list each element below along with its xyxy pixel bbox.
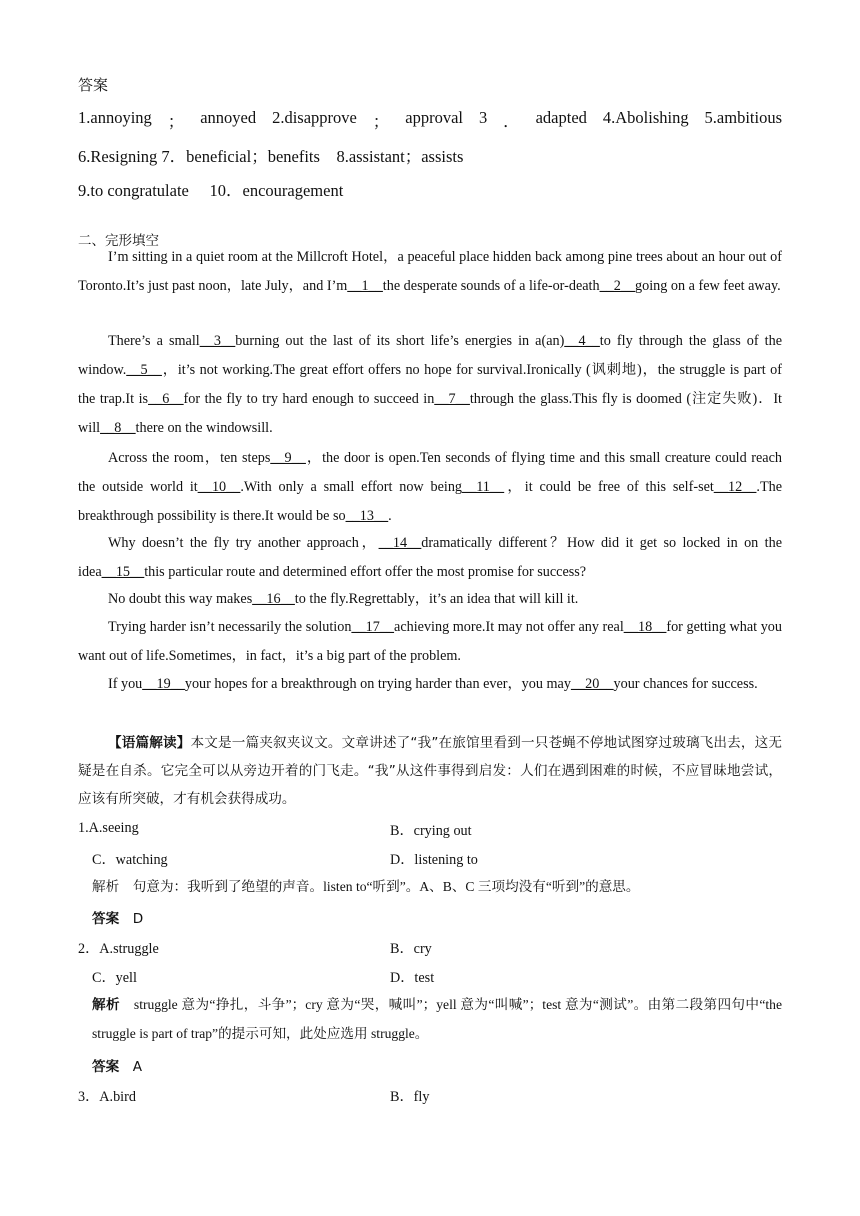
passage-text: through the glass.This fly is doomed (注定失败)．It will [78,391,782,436]
passage-analysis [78,729,782,813]
passage-paragraph-6 [78,613,782,671]
passage-paragraph-2 [78,327,782,443]
passage-text: No doubt this way makes [108,591,253,607]
blank-1: __1__ [347,278,383,294]
answer-item: 3 [478,108,488,127]
answers-line-3: 9.to congratulate 10．encouragement [78,181,344,200]
answers-line-2: 6.Resigning 7．beneficial；benefits 8.assistant；assists [78,147,464,166]
answer-item: ． [503,112,520,131]
passage-text: Why doesn’t the fly try another approach， [108,535,379,551]
passage-text: I’m sitting in a quiet room at the Millcroft Hotel，a peaceful place hidden back among pine trees about an hour out of Toronto.It’s just past noon，late July，and I’m [78,249,782,294]
q2-explanation-label: 解析 [92,997,120,1012]
q1-option-d: D．listening to [390,852,478,868]
blank-7: __7__ [434,391,470,407]
passage-text: for the fly to try hard enough to succeed in [183,391,435,407]
passage-text: ，it’s not working.The great effort offers no hope for survival.Ironically (讽刺地)，the struggle is part of the trap.It is [78,362,782,407]
blank-9: __9__ [270,450,306,466]
blank-12: __12__ [713,479,757,495]
blank-5: __5__ [126,362,162,378]
blank-15: __15__ [101,564,145,580]
q2-option-b: B．cry [390,941,432,957]
blank-13: __13__ [345,508,389,524]
blank-16: __16__ [252,591,295,607]
blank-19: __19__ [142,676,185,692]
blank-10: __10__ [197,479,241,495]
q3-option-b: B．fly [390,1089,430,1105]
q2-answer [92,1055,142,1075]
passage-paragraph-1 [78,243,782,301]
q1-explanation-text: 句意为：我听到了绝望的声音。listen to“听到”。A、B、C 三项均没有“听到”的意思。 [119,879,640,894]
q2-explanation-text: struggle 意为“挣扎，斗争”；cry 意为“哭，喊叫”；yell 意为“叫喊”；test 意为“测试”。由第二段第四句中“the struggle is part of trap”的提示可知，此处应选用 struggle。 [92,997,782,1041]
q1-answer-value: D [119,911,144,927]
passage-text: achieving more.It may not offer any real [394,619,624,635]
passage-text: If you [108,676,143,692]
answers-line-1 [78,108,782,132]
passage-paragraph-7 [78,670,782,699]
q2-option-d: D．test [390,970,435,986]
analysis-text: 本文是一篇夹叙夹议文。文章讲述了“我”在旅馆里看到一只苍蝇不停地试图穿过玻璃飞出去，这无疑是在自杀。它完全可以从旁边开着的门飞走。“我”从这件事得到启发：人们在遇到困难的时候，不应冒昧地尝试，应该有所突破，才有机会获得成功。 [78,735,783,807]
blank-18: __18__ [623,619,667,635]
answer-item: ； [167,112,185,131]
blank-14: __14__ [378,535,422,551]
q2-option-a: 2．A.struggle [78,941,159,957]
passage-text: ，the door is open.Ten seconds of flying time and this small creature could reach the outside world it [78,450,782,495]
passage-text: . [388,508,392,524]
blank-20: __20__ [570,676,614,692]
q3-option-a: 3．A.bird [78,1089,136,1105]
answer-item: ； [372,112,390,131]
answer-item: 1.annoying [78,108,152,127]
blank-17: __17__ [351,619,395,635]
passage-text: the desperate sounds of a life-or-death [382,278,600,294]
passage-text: to the fly.Regrettably，it’s an idea that will kill it. [294,591,579,607]
answer-item: 5.ambitious [704,108,782,127]
passage-text: .The breakthrough possibility is there.It would be so [78,479,782,524]
q1-option-c: C．watching [92,852,168,868]
answer-item: 4.Abolishing [602,108,689,127]
passage-text: Across the room，ten steps [108,450,271,466]
passage-text: this particular route and determined effort offer the most promise for success? [144,564,587,580]
passage-text: .With only a small effort now being [240,479,463,495]
answer-item: approval [405,108,463,127]
passage-paragraph-4 [78,529,782,587]
analysis-label: 【语篇解读】 [108,735,191,751]
q2-answer-value: A [119,1059,143,1075]
q1-option-a: 1.A.seeing [78,820,139,836]
passage-paragraph-3 [78,444,782,531]
blank-8: __8__ [100,420,136,436]
q2-option-c: C．yell [92,970,137,986]
blank-11: __11__ [462,479,505,495]
passage-text: going on a few feet away. [635,278,781,294]
passage-text: for getting what you want out of life.Sometimes，in fact，it’s a big part of the problem. [78,619,782,664]
answer-heading: 答案 [78,76,109,94]
passage-paragraph-5 [78,585,782,614]
passage-text: There’s a small [108,333,200,349]
blank-2: __2__ [599,278,636,294]
blank-4: __4__ [564,333,600,349]
q1-answer [92,907,143,927]
passage-text: dramatically different？How did it get so locked in on the idea [78,535,782,580]
passage-text: to fly through the glass of the window. [78,333,782,378]
passage-text: ，it could be free of this self-set [504,479,714,495]
q1-option-b: B．crying out [390,823,472,839]
blank-3: __3__ [199,333,236,349]
passage-text: burning out the last of its short life’s energies in a(an) [235,333,565,349]
passage-text: your hopes for a breakthrough on trying harder than ever，you may [184,676,571,692]
q2-answer-label: 答案 [92,1059,120,1075]
passage-text: Trying harder isn’t necessarily the solution [108,619,352,635]
q2-explanation [92,990,782,1048]
section-title: 二、完形填空 [78,233,159,249]
q1-explanation-label: 解析 [92,879,120,894]
q1-answer-label: 答案 [92,911,120,927]
answer-item: 2.disapprove [272,108,357,127]
answer-item: adapted [535,108,587,127]
answer-item: annoyed [200,108,257,127]
passage-text: your chances for success. [613,676,758,692]
blank-6: __6__ [148,391,184,407]
q1-explanation [92,872,782,901]
passage-text: there on the windowsill. [135,420,273,436]
